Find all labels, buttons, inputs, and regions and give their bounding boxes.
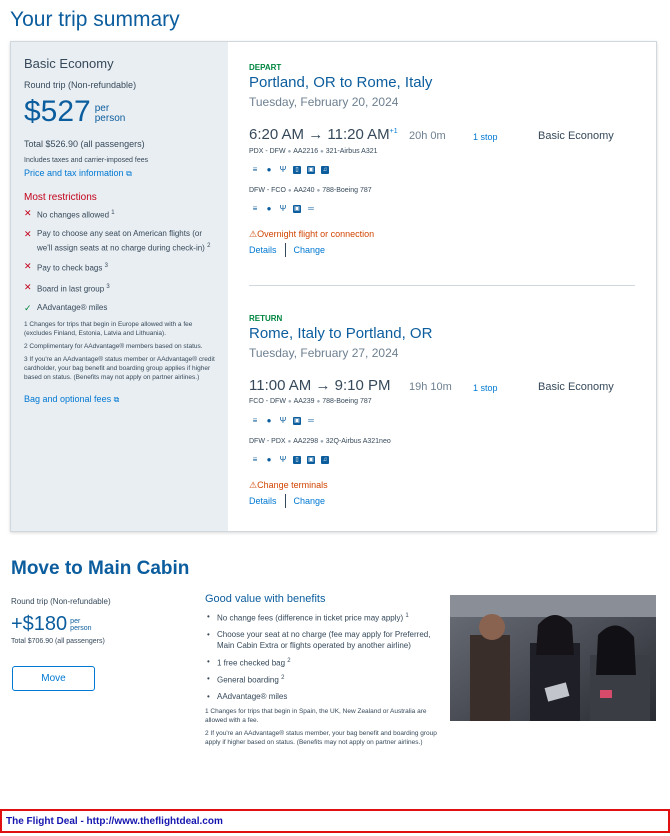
x-icon: ✕ <box>24 261 32 272</box>
return-details-link[interactable]: Details <box>249 496 277 506</box>
total-price: Total $706.90 (all passengers) <box>11 638 105 645</box>
lie-flat-seat-icon: ═ <box>308 416 314 425</box>
depart-segment-1-amenities <box>251 166 329 174</box>
seatback-screen-icon: ▣ <box>294 418 300 424</box>
music-icon: ♫ <box>322 457 328 463</box>
power-icon: ● <box>266 416 272 425</box>
footnote: 3 If you're an AAdvantage® status member or AAdvantage® credit cardholder, your bag benefit and boarding group applies if higher based on status. (Benefits may not apply on partner airlines.) <box>24 355 215 381</box>
fare-name: Basic Economy <box>24 56 114 71</box>
footnote: 1 Changes for trips that begin in Spain, the UK, New Zealand or Australia are allowed with a fee. <box>205 707 427 724</box>
music-icon: ♫ <box>322 167 328 173</box>
return-change-link[interactable]: Change <box>293 496 326 506</box>
power-icon: ● <box>266 455 272 464</box>
price-amount: $527 <box>24 95 91 128</box>
footnote: 2 If you're an AAdvantage® status member, your bag benefit and boarding group apply if higher based on status. (Benefits may not apply on partner airlines.) <box>205 729 437 746</box>
price <box>24 97 215 127</box>
list-item: • No change fees (difference in ticket price may apply) $^1$ <box>205 611 437 624</box>
depart-route: Portland, OR to Rome, Italy <box>249 74 433 91</box>
usb-icon: Ψ <box>279 455 287 464</box>
total-price: Total $526.90 (all passengers) <box>24 139 145 149</box>
includes-taxes: Includes taxes and carrier-imposed fees <box>24 157 149 164</box>
bag-fees-link[interactable]: Bag and optional fees ⧉ <box>24 393 120 404</box>
return-route: Rome, Italy to Portland, OR <box>249 325 433 342</box>
per-person-label: per person <box>94 103 126 124</box>
return-header <box>249 314 649 360</box>
external-link-icon: ⧉ <box>113 394 120 404</box>
price <box>11 614 191 634</box>
usb-icon: Ψ <box>279 416 287 425</box>
x-icon: ✕ <box>24 281 32 292</box>
depart-header <box>249 63 649 109</box>
usb-icon: Ψ <box>279 165 287 174</box>
return-date: Tuesday, February 27, 2024 <box>249 346 399 360</box>
list-item: ✕ Board in last group $^3$ <box>24 281 110 294</box>
return-warning: ⚠Change terminals <box>249 480 328 490</box>
return-segment-1-amenities <box>251 417 315 425</box>
depart-actions <box>249 243 325 257</box>
depart-label: DEPART <box>249 63 282 72</box>
depart-details-link[interactable]: Details <box>249 245 277 255</box>
restrictions-title: Most restrictions <box>24 192 97 203</box>
entertainment-icon: ▣ <box>308 457 314 463</box>
wifi-icon: ≡ <box>252 204 258 213</box>
move-button[interactable]: Move <box>12 666 95 691</box>
return-segment-2-amenities <box>251 456 329 464</box>
entertainment-icon: ▣ <box>308 167 314 173</box>
depart-segment-2-amenities <box>251 205 315 213</box>
wifi-icon: ≡ <box>252 416 258 425</box>
trip-type: Round trip (Non-refundable) <box>24 80 137 90</box>
wifi-icon: ≡ <box>252 165 258 174</box>
depart-stops-link[interactable]: 1 stop <box>473 132 498 142</box>
day-offset: +1 <box>389 128 398 135</box>
footnote: 2 Complimentary for AAdvantage® members based on status. <box>24 342 203 350</box>
return-label: RETURN <box>249 314 283 323</box>
power-icon: ● <box>266 165 272 174</box>
benefits-title: Good value with benefits <box>205 593 326 605</box>
seatback-screen-icon: ▣ <box>294 206 300 212</box>
list-item: • Choose your seat at no charge (fee may apply for Preferred, Main Cabin Extra or flights operated by another airline) <box>205 629 437 651</box>
return-stops-link[interactable]: 1 stop <box>473 383 498 393</box>
return-actions <box>249 494 325 508</box>
divider <box>285 243 286 257</box>
power-icon: ● <box>266 204 272 213</box>
return-segment-2: DFW - PDX ● AA2298 ● 32Q-Airbus A321neo <box>249 438 391 445</box>
price-tax-link[interactable]: Price and tax information ⧉ <box>24 168 132 178</box>
fare-panel <box>11 42 228 531</box>
depart-duration: 20h 0m <box>409 130 446 142</box>
list-item: ✕ No changes allowed $^1$ <box>24 208 115 220</box>
return-duration: 19h 10m <box>409 381 452 393</box>
return-segment-1: FCO - DFW ● AA239 ● 788-Boeing 787 <box>249 398 372 405</box>
trip-type: Round trip (Non-refundable) <box>11 597 111 606</box>
footnote: 1 Changes for trips that begin in Europe allowed with a fee (excludes Finland, Estonia, Latvia and Lithuania). <box>24 320 193 337</box>
benefits-list <box>205 611 437 702</box>
list-item: • General boarding $^2$ <box>205 673 437 686</box>
depart-date: Tuesday, February 20, 2024 <box>249 95 399 109</box>
footer-banner <box>0 809 670 833</box>
benefits-section <box>205 593 437 747</box>
return-cabin: Basic Economy <box>538 381 614 393</box>
depart-cabin: Basic Economy <box>538 130 614 142</box>
trip-summary-card <box>10 41 657 532</box>
passengers-photo-illustration <box>450 595 656 721</box>
lie-flat-seat-icon: ═ <box>308 204 314 213</box>
main-cabin-price <box>11 597 191 645</box>
list-item: • 1 free checked bag $^2$ <box>205 656 437 669</box>
external-link-icon: ⧉ <box>126 169 132 178</box>
list-item: ✕ Pay to choose any seat on American flights (or we'll assign seats at no charge during check-in) $^2$ <box>24 228 211 253</box>
main-cabin-title: Move to Main Cabin <box>11 558 190 579</box>
depart-segment-2: DFW - FCO ● AA240 ● 788-Boeing 787 <box>249 187 372 194</box>
depart-warning: ⚠Overnight flight or connection <box>249 229 375 239</box>
restrictions-list <box>24 207 215 314</box>
list-item: ✕ Pay to check bags $^3$ <box>24 261 108 273</box>
warning-icon: ⚠ <box>249 480 258 490</box>
passengers-photo <box>450 595 656 721</box>
wifi-icon: ≡ <box>252 455 258 464</box>
price-amount: +$180 <box>11 613 68 635</box>
x-icon: ✕ <box>24 208 32 218</box>
per-person-label: per person <box>70 618 92 632</box>
x-icon: ✕ <box>24 228 32 239</box>
page-title: Your trip summary <box>10 8 180 31</box>
divider <box>249 285 635 286</box>
usb-icon: Ψ <box>279 204 287 213</box>
footer-text: The Flight Deal - http://www.theflightdeal.com <box>6 816 223 827</box>
return-times: 11:00 AM → 9:10 PM <box>249 377 391 394</box>
depart-times: 6:20 AM → 11:20 $AM^{+1}$ <box>249 126 398 143</box>
depart-segment-1: PDX - DFW ● AA2216 ● 321-Airbus A321 <box>249 148 378 155</box>
phone-icon: ▯ <box>293 166 301 174</box>
depart-change-link[interactable]: Change <box>293 245 326 255</box>
warning-icon: ⚠ <box>249 229 258 239</box>
phone-icon: ▯ <box>293 456 301 464</box>
check-icon: ✓ <box>24 302 32 313</box>
list-item: • AAdvantage® miles <box>205 691 437 702</box>
list-item: ✓ AAdvantage® miles <box>24 302 108 313</box>
divider <box>285 494 286 508</box>
